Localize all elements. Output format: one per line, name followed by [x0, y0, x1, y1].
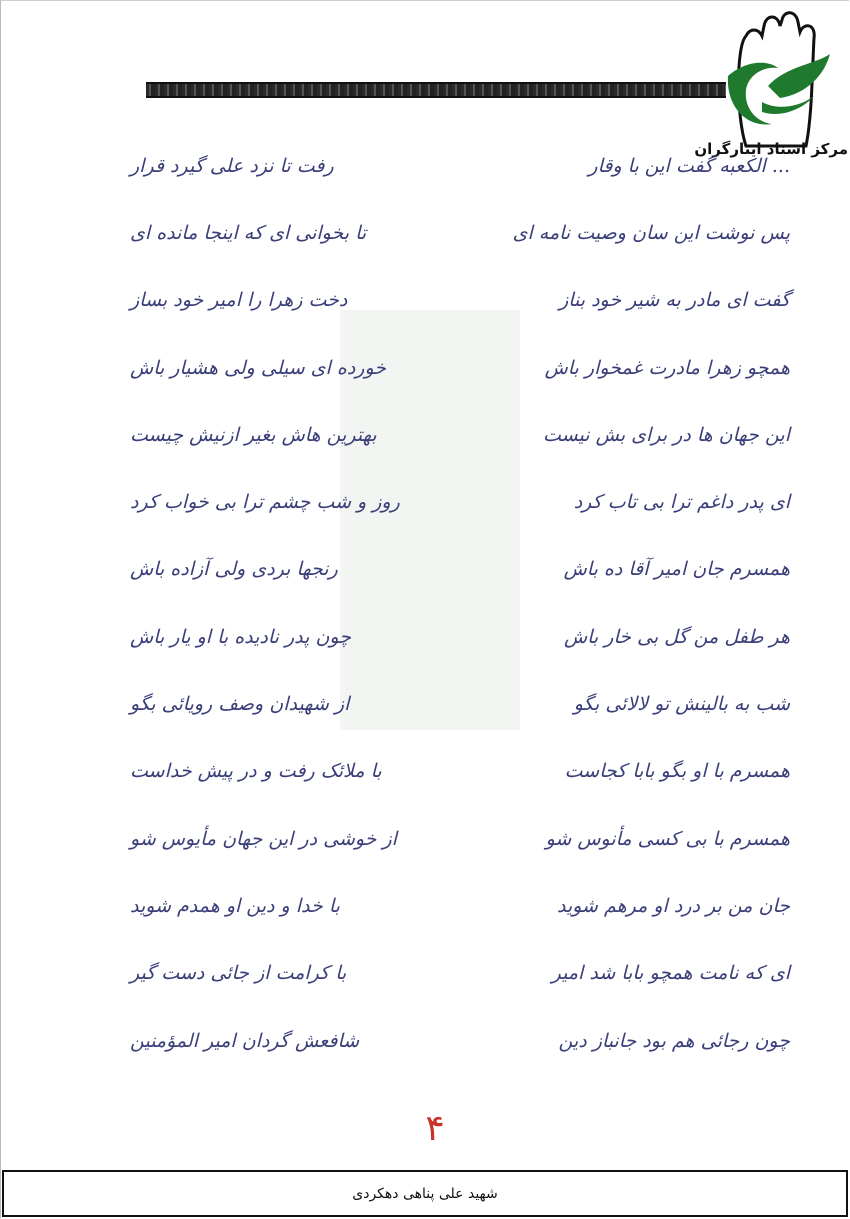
verse-row: [110, 738, 790, 805]
hemistich-right: پس نوشت این سان وصیت نامه ای: [512, 221, 790, 244]
hemistich-right: ای که نامت همچو بابا شد امیر: [551, 962, 790, 985]
hemistich-left: چون پدر نادیده با او یار باش: [130, 625, 351, 648]
verse-row: [110, 536, 790, 603]
hemistich-left: روز و شب چشم ترا بی خواب کرد: [130, 491, 400, 514]
hemistich-left: رفت تا نزد علی گیرد قرار: [130, 154, 334, 177]
hemistich-right: شب به بالینش تو لالائی بگو: [573, 693, 790, 716]
footer-text: شهید علی پناهی دهکردی: [352, 1185, 498, 1202]
verse-row: [110, 401, 790, 468]
hemistich-left: از خوشی در این جهان مأیوس شو: [130, 827, 397, 850]
hemistich-right: جان من بر درد او مرهم شوید: [556, 894, 790, 917]
verse-row: [110, 940, 790, 1007]
hemistich-right: این جهان ها در برای بش نیست: [542, 423, 790, 446]
hemistich-right: ... الکعبه گفت این با وقار: [588, 154, 790, 177]
hemistich-left: با ملائک رفت و در پیش خداست: [130, 760, 382, 783]
verse-row: [110, 872, 790, 939]
top-decorative-rule: [146, 82, 726, 98]
verse-row: [110, 267, 790, 334]
hemistich-left: خورده ای سیلی ولی هشیار باش: [130, 356, 387, 379]
hemistich-left: از شهیدان وصف رویائی بگو: [130, 693, 350, 716]
hemistich-left: با خدا و دین او همدم شوید: [130, 894, 340, 917]
verse-row: [110, 1007, 790, 1074]
hemistich-right: گفت ای مادر به شیر خود بناز: [559, 289, 790, 312]
footer-box: [2, 1170, 848, 1217]
verse-row: [110, 603, 790, 670]
hemistich-right: همسرم با بی کسی مأنوس شو: [545, 827, 790, 850]
page-number: ۴: [425, 1108, 445, 1149]
verse-row: [110, 334, 790, 401]
hemistich-left: بهترین هاش بغیر ازنیش چیست: [130, 423, 377, 446]
hemistich-right: همچو زهرا مادرت غمخوار باش: [544, 356, 790, 379]
hemistich-left: رنجها بردی ولی آزاده باش: [130, 558, 338, 581]
logo-caption: مرکز اسناد ایثارگران: [694, 140, 848, 158]
hemistich-left: با کرامت از جائی دست گیر: [130, 962, 347, 985]
hemistich-right: ای پدر داغم ترا بی تاب کرد: [573, 491, 790, 514]
verse-row: [110, 199, 790, 266]
verse-row: [110, 670, 790, 737]
hemistich-left: تا بخوانی ای که اینجا مانده ای: [130, 221, 367, 244]
verse-row: [110, 805, 790, 872]
hemistich-left: شافعش گردان امیر المؤمنین: [130, 1029, 360, 1052]
hemistich-left: دخت زهرا را امیر خود بساز: [130, 289, 348, 312]
poem: [110, 132, 790, 1074]
hemistich-right: هر طفل من گل بی خار باش: [563, 625, 790, 648]
verse-row: [110, 132, 790, 199]
hemistich-right: چون رجائی هم بود جانباز دین: [558, 1029, 790, 1052]
hemistich-right: همسرم جان امیر آقا ده باش: [563, 558, 790, 581]
verse-row: [110, 468, 790, 535]
hemistich-right: همسرم با او بگو بابا کجاست: [564, 760, 790, 783]
